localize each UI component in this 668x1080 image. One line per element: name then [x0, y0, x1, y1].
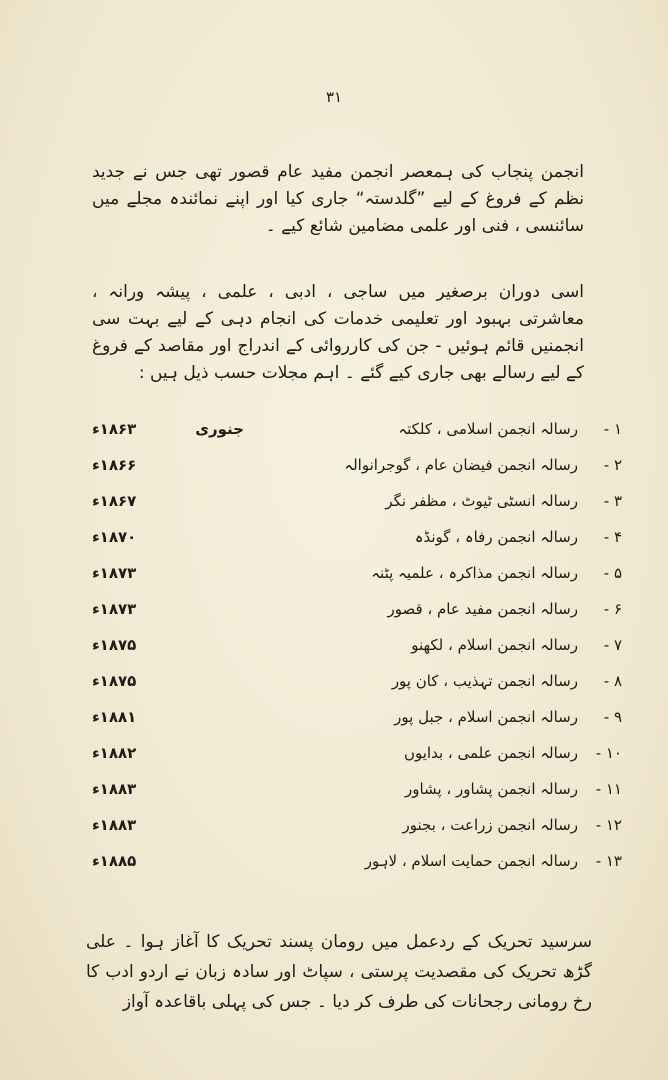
journal-number: ۶ -	[603, 600, 622, 618]
journal-row	[92, 524, 622, 554]
journal-title: رسالہ انجمن حمایت اسلام ، لاہور	[364, 852, 578, 870]
journal-year: ۱۸۷۳ء	[92, 600, 137, 618]
journal-title: رسالہ انجمن مذاکرہ ، علمیہ پٹنہ	[371, 564, 578, 582]
journal-title: رسالہ انجمن زراعت ، بجنور	[402, 816, 578, 834]
journal-title: رسالہ انجمن علمی ، بدایوں	[403, 744, 578, 762]
journal-title: رسالہ انجمن رفاہ ، گونڈہ	[414, 528, 578, 546]
journal-row	[92, 848, 622, 878]
journal-row	[92, 596, 622, 626]
journal-row	[92, 416, 622, 446]
journal-title: رسالہ انجمن اسلام ، لکھنو	[411, 636, 578, 654]
paragraph-associations: اسی دوران برصغیر میں ساجی ، ادبی ، علمی ، پیشہ ورانہ ، معاشرتی بہبود اور تعلیمی خدمات کی انجام دہی کے لیے بہت سی انجمنیں قائم ہوئیں - جن کی کارروائی کے اندراج اور مقاصد کے فروغ کے لیے رسالے بھی جاری کیے گئے ۔ اہم مجلات حسب ذیل ہیں :	[92, 282, 584, 383]
journal-number: ۱ -	[603, 420, 622, 438]
paragraph-anjuman-punjab: انجمن پنجاب کی ہمعصر انجمن مفید عام قصور تھی جس نے جدید نظم کے فروغ کے لیے ”گلدستہ“ جاری کیا اور اپنے نمائندہ مجلے میں سائنسی ، فنی اور علمی مضامین شائع کیے ۔	[92, 162, 584, 236]
journal-year: ۱۸۸۲ء	[92, 744, 137, 762]
journal-list	[0, 416, 668, 896]
journal-year: ۱۸۷۵ء	[92, 672, 137, 690]
journal-row	[92, 776, 622, 806]
journal-year: ۱۸۸۳ء	[92, 816, 137, 834]
journal-year: ۱۸۸۵ء	[92, 852, 137, 870]
page-number: ۳۱	[325, 88, 343, 106]
journal-row	[92, 452, 622, 482]
journal-row	[92, 668, 622, 698]
journal-number: ۱۱ -	[595, 780, 622, 798]
journal-year: ۱۸۶۶ء	[92, 456, 137, 474]
journal-year: ۱۸۶۳ء	[92, 420, 137, 438]
journal-row	[92, 812, 622, 842]
journal-title: رسالہ انجمن اسلامی ، کلکتہ	[398, 420, 578, 438]
journal-number: ۵ -	[603, 564, 622, 582]
journal-row	[92, 740, 622, 770]
journal-title: رسالہ انسٹی ٹیوٹ ، مظفر نگر	[385, 492, 578, 510]
journal-row	[92, 560, 622, 590]
journal-number: ۳ -	[603, 492, 622, 510]
journal-row	[92, 632, 622, 662]
journal-number: ۸ -	[603, 672, 622, 690]
journal-title: رسالہ انجمن فیضان عام ، گوجرانوالہ	[344, 456, 578, 474]
journal-year: ۱۸۸۱ء	[92, 708, 137, 726]
journal-row	[92, 488, 622, 518]
journal-number: ۲ -	[603, 456, 622, 474]
journal-title: رسالہ انجمن پشاور ، پشاور	[405, 780, 578, 798]
journal-number: ۴ -	[603, 528, 622, 546]
journal-title: رسالہ انجمن مفید عام ، قصور	[387, 600, 578, 618]
journal-row	[92, 704, 622, 734]
journal-year: ۱۸۷۵ء	[92, 636, 137, 654]
journal-number: ۱۰ -	[595, 744, 622, 762]
journal-year: ۱۸۶۷ء	[92, 492, 137, 510]
journal-title: رسالہ انجمن تہذیب ، کان پور	[391, 672, 578, 690]
journal-year: ۱۸۸۳ء	[92, 780, 137, 798]
journal-number: ۱۳ -	[595, 852, 622, 870]
journal-year: ۱۸۷۳ء	[92, 564, 137, 582]
journal-year: ۱۸۷۰ء	[92, 528, 137, 546]
journal-number: ۹ -	[603, 708, 622, 726]
journal-number: ۷ -	[603, 636, 622, 654]
journal-number: ۱۲ -	[595, 816, 622, 834]
journal-month: جنوری	[195, 420, 244, 438]
paragraph-romantic-movement: سرسید تحریک کے ردعمل میں رومان پسند تحریک کا آغاز ہوا ۔ علی گڑھ تحریک کی مقصدیت پرستی ، سپاٹ اور سادہ زبان نے اردو ادب کا رخ رومانی رجحانات کی طرف کر دیا ۔ جس کی پہلی باقاعدہ آواز	[86, 932, 592, 1012]
journal-title: رسالہ انجمن اسلام ، جبل پور	[394, 708, 578, 726]
